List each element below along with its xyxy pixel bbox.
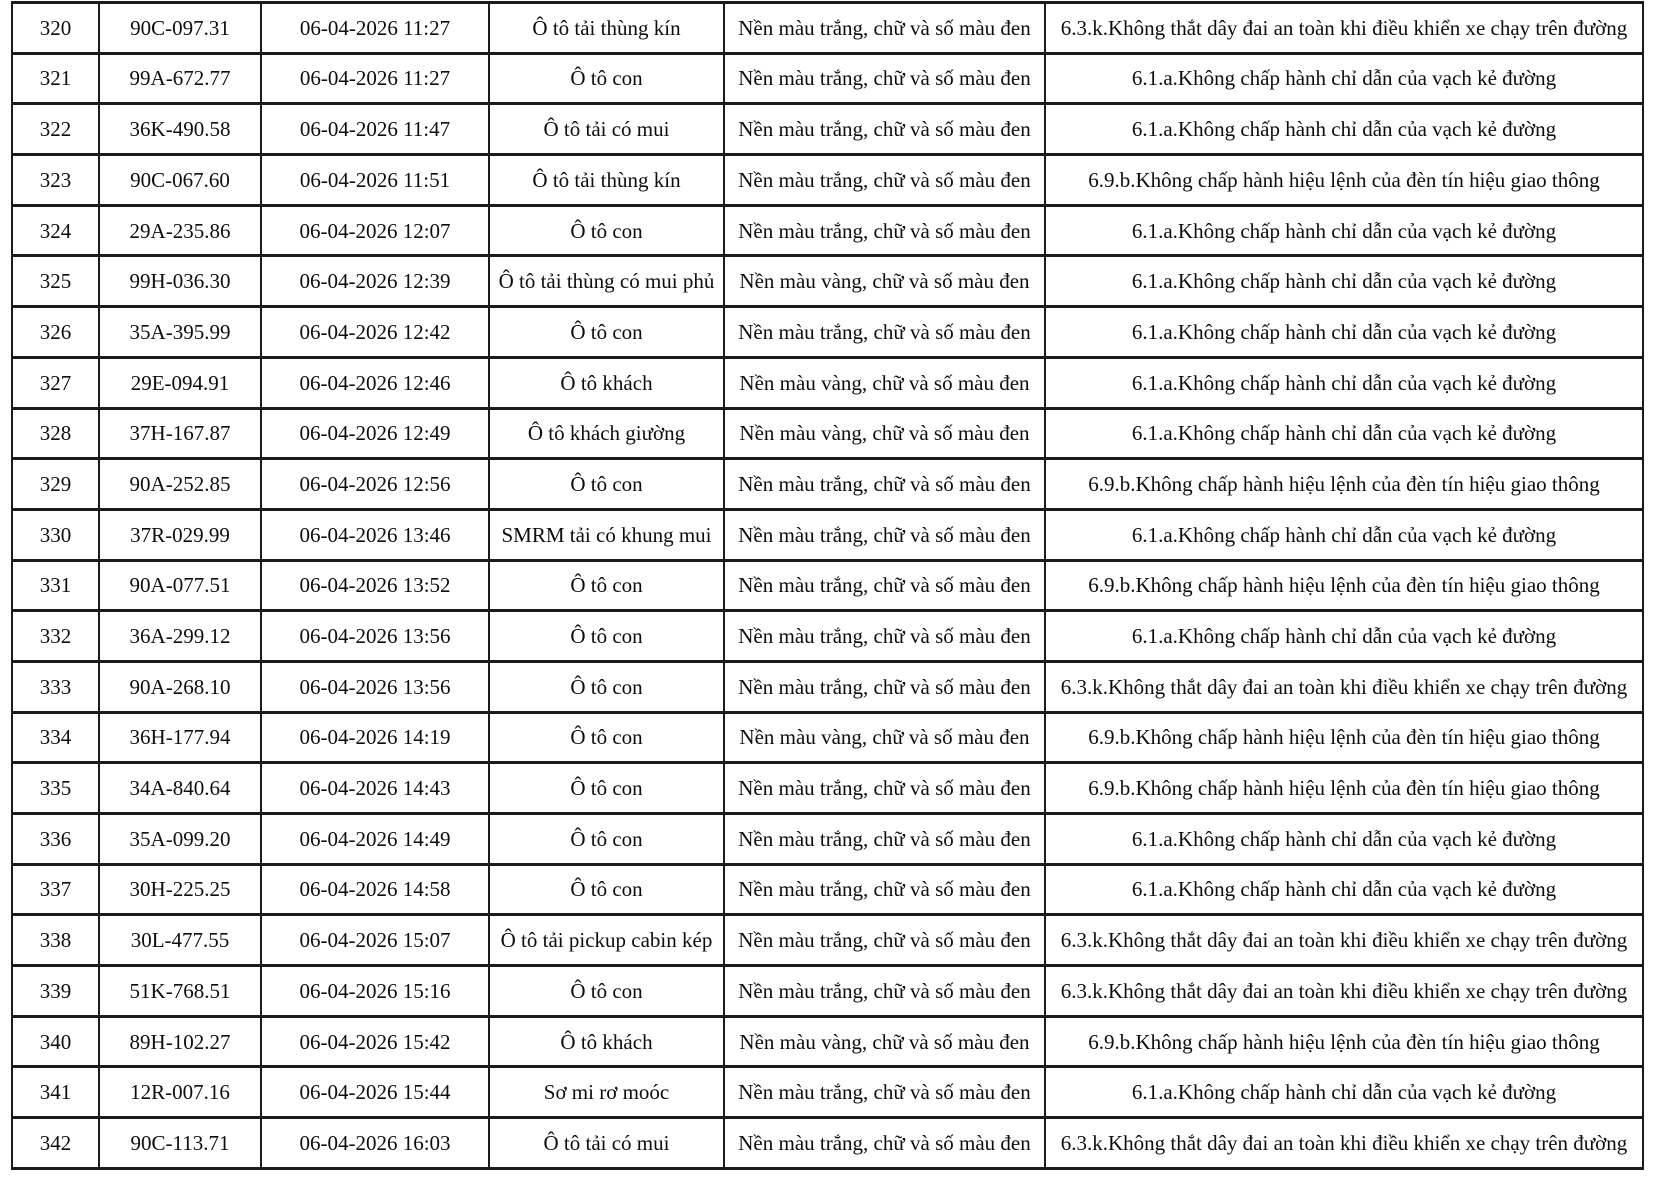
cell-violation-behavior: 6.9.b.Không chấp hành hiệu lệnh của đèn tín hiệu giao thông	[1045, 712, 1643, 763]
table-row	[12, 408, 1643, 459]
cell-vehicle-type: Ô tô khách	[489, 1016, 724, 1067]
cell-vehicle-type: Ô tô tải có mui	[489, 104, 724, 155]
cell-plate-description: Nền màu trắng, chữ và số màu đen	[724, 53, 1045, 104]
table-row	[12, 1016, 1643, 1067]
cell-violation-datetime: 06-04-2026 15:44	[261, 1067, 489, 1118]
cell-license-plate: 37R-029.99	[99, 509, 261, 560]
table-row	[12, 560, 1643, 611]
cell-violation-datetime: 06-04-2026 14:43	[261, 763, 489, 814]
cell-plate-description: Nền màu trắng, chữ và số màu đen	[724, 1118, 1045, 1169]
table-row	[12, 763, 1643, 814]
cell-license-plate: 29A-235.86	[99, 205, 261, 256]
cell-license-plate: 36A-299.12	[99, 611, 261, 662]
table-row	[12, 459, 1643, 510]
cell-vehicle-type: Ô tô con	[489, 712, 724, 763]
cell-plate-description: Nền màu trắng, chữ và số màu đen	[724, 104, 1045, 155]
cell-violation-behavior: 6.3.k.Không thắt dây đai an toàn khi điều khiển xe chạy trên đường	[1045, 661, 1643, 712]
cell-vehicle-type: Ô tô con	[489, 763, 724, 814]
cell-violation-behavior: 6.1.a.Không chấp hành chỉ dẫn của vạch kẻ đường	[1045, 611, 1643, 662]
cell-plate-description: Nền màu vàng, chữ và số màu đen	[724, 357, 1045, 408]
cell-row-number: 323	[12, 155, 99, 206]
cell-plate-description: Nền màu trắng, chữ và số màu đen	[724, 661, 1045, 712]
cell-plate-description: Nền màu trắng, chữ và số màu đen	[724, 3, 1045, 54]
cell-license-plate: 90A-077.51	[99, 560, 261, 611]
cell-violation-datetime: 06-04-2026 11:51	[261, 155, 489, 206]
cell-row-number: 328	[12, 408, 99, 459]
cell-violation-behavior: 6.1.a.Không chấp hành chỉ dẫn của vạch kẻ đường	[1045, 864, 1643, 915]
cell-violation-datetime: 06-04-2026 15:42	[261, 1016, 489, 1067]
cell-violation-datetime: 06-04-2026 12:39	[261, 256, 489, 307]
cell-license-plate: 37H-167.87	[99, 408, 261, 459]
cell-row-number: 342	[12, 1118, 99, 1169]
cell-row-number: 336	[12, 814, 99, 865]
cell-license-plate: 90C-097.31	[99, 3, 261, 54]
cell-plate-description: Nền màu vàng, chữ và số màu đen	[724, 712, 1045, 763]
cell-vehicle-type: Ô tô con	[489, 459, 724, 510]
cell-license-plate: 90C-067.60	[99, 155, 261, 206]
cell-row-number: 340	[12, 1016, 99, 1067]
cell-row-number: 338	[12, 915, 99, 966]
cell-violation-behavior: 6.1.a.Không chấp hành chỉ dẫn của vạch kẻ đường	[1045, 256, 1643, 307]
cell-license-plate: 30H-225.25	[99, 864, 261, 915]
cell-license-plate: 99A-672.77	[99, 53, 261, 104]
cell-license-plate: 30L-477.55	[99, 915, 261, 966]
cell-violation-datetime: 06-04-2026 11:27	[261, 3, 489, 54]
cell-license-plate: 90A-252.85	[99, 459, 261, 510]
cell-row-number: 321	[12, 53, 99, 104]
cell-violation-behavior: 6.1.a.Không chấp hành chỉ dẫn của vạch kẻ đường	[1045, 357, 1643, 408]
cell-plate-description: Nền màu trắng, chữ và số màu đen	[724, 763, 1045, 814]
cell-row-number: 334	[12, 712, 99, 763]
cell-violation-datetime: 06-04-2026 16:03	[261, 1118, 489, 1169]
cell-row-number: 335	[12, 763, 99, 814]
violation-table-body	[12, 3, 1643, 1169]
cell-row-number: 326	[12, 307, 99, 358]
cell-plate-description: Nền màu trắng, chữ và số màu đen	[724, 560, 1045, 611]
table-row	[12, 712, 1643, 763]
cell-plate-description: Nền màu trắng, chữ và số màu đen	[724, 864, 1045, 915]
cell-violation-behavior: 6.3.k.Không thắt dây đai an toàn khi điều khiển xe chạy trên đường	[1045, 966, 1643, 1017]
cell-vehicle-type: Ô tô khách giường	[489, 408, 724, 459]
cell-row-number: 324	[12, 205, 99, 256]
cell-violation-datetime: 06-04-2026 11:27	[261, 53, 489, 104]
cell-violation-datetime: 06-04-2026 12:42	[261, 307, 489, 358]
cell-violation-behavior: 6.9.b.Không chấp hành hiệu lệnh của đèn tín hiệu giao thông	[1045, 560, 1643, 611]
cell-violation-behavior: 6.3.k.Không thắt dây đai an toàn khi điều khiển xe chạy trên đường	[1045, 1118, 1643, 1169]
cell-violation-datetime: 06-04-2026 13:52	[261, 560, 489, 611]
cell-violation-behavior: 6.9.b.Không chấp hành hiệu lệnh của đèn tín hiệu giao thông	[1045, 155, 1643, 206]
cell-row-number: 322	[12, 104, 99, 155]
cell-violation-behavior: 6.1.a.Không chấp hành chỉ dẫn của vạch kẻ đường	[1045, 1067, 1643, 1118]
cell-plate-description: Nền màu trắng, chữ và số màu đen	[724, 205, 1045, 256]
cell-vehicle-type: Ô tô tải có mui	[489, 1118, 724, 1169]
cell-row-number: 337	[12, 864, 99, 915]
cell-plate-description: Nền màu trắng, chữ và số màu đen	[724, 1067, 1045, 1118]
cell-violation-datetime: 06-04-2026 12:49	[261, 408, 489, 459]
cell-violation-datetime: 06-04-2026 14:49	[261, 814, 489, 865]
cell-violation-datetime: 06-04-2026 12:07	[261, 205, 489, 256]
cell-violation-datetime: 06-04-2026 15:16	[261, 966, 489, 1017]
cell-plate-description: Nền màu trắng, chữ và số màu đen	[724, 611, 1045, 662]
cell-row-number: 320	[12, 3, 99, 54]
table-row	[12, 1118, 1643, 1169]
cell-violation-behavior: 6.1.a.Không chấp hành chỉ dẫn của vạch kẻ đường	[1045, 205, 1643, 256]
cell-vehicle-type: SMRM tải có khung mui	[489, 509, 724, 560]
cell-plate-description: Nền màu vàng, chữ và số màu đen	[724, 408, 1045, 459]
cell-license-plate: 34A-840.64	[99, 763, 261, 814]
cell-row-number: 325	[12, 256, 99, 307]
cell-vehicle-type: Ô tô con	[489, 661, 724, 712]
cell-vehicle-type: Sơ mi rơ moóc	[489, 1067, 724, 1118]
cell-row-number: 327	[12, 357, 99, 408]
cell-row-number: 330	[12, 509, 99, 560]
table-row	[12, 611, 1643, 662]
cell-license-plate: 12R-007.16	[99, 1067, 261, 1118]
cell-vehicle-type: Ô tô con	[489, 864, 724, 915]
cell-license-plate: 36H-177.94	[99, 712, 261, 763]
table-row	[12, 864, 1643, 915]
cell-violation-datetime: 06-04-2026 13:56	[261, 611, 489, 662]
cell-row-number: 331	[12, 560, 99, 611]
cell-vehicle-type: Ô tô tải pickup cabin kép	[489, 915, 724, 966]
cell-violation-datetime: 06-04-2026 15:07	[261, 915, 489, 966]
cell-plate-description: Nền màu trắng, chữ và số màu đen	[724, 307, 1045, 358]
cell-plate-description: Nền màu trắng, chữ và số màu đen	[724, 915, 1045, 966]
cell-violation-datetime: 06-04-2026 12:56	[261, 459, 489, 510]
cell-violation-behavior: 6.3.k.Không thắt dây đai an toàn khi điều khiển xe chạy trên đường	[1045, 3, 1643, 54]
cell-row-number: 341	[12, 1067, 99, 1118]
cell-violation-datetime: 06-04-2026 14:58	[261, 864, 489, 915]
cell-license-plate: 90A-268.10	[99, 661, 261, 712]
cell-license-plate: 90C-113.71	[99, 1118, 261, 1169]
cell-plate-description: Nền màu trắng, chữ và số màu đen	[724, 814, 1045, 865]
cell-vehicle-type: Ô tô con	[489, 966, 724, 1017]
table-row	[12, 1067, 1643, 1118]
cell-vehicle-type: Ô tô con	[489, 611, 724, 662]
cell-violation-behavior: 6.1.a.Không chấp hành chỉ dẫn của vạch kẻ đường	[1045, 509, 1643, 560]
cell-violation-behavior: 6.1.a.Không chấp hành chỉ dẫn của vạch kẻ đường	[1045, 814, 1643, 865]
cell-violation-datetime: 06-04-2026 14:19	[261, 712, 489, 763]
cell-vehicle-type: Ô tô con	[489, 307, 724, 358]
cell-vehicle-type: Ô tô tải thùng kín	[489, 3, 724, 54]
cell-plate-description: Nền màu trắng, chữ và số màu đen	[724, 966, 1045, 1017]
cell-violation-behavior: 6.3.k.Không thắt dây đai an toàn khi điều khiển xe chạy trên đường	[1045, 915, 1643, 966]
cell-license-plate: 35A-099.20	[99, 814, 261, 865]
cell-plate-description: Nền màu trắng, chữ và số màu đen	[724, 509, 1045, 560]
cell-violation-behavior: 6.9.b.Không chấp hành hiệu lệnh của đèn tín hiệu giao thông	[1045, 459, 1643, 510]
cell-row-number: 329	[12, 459, 99, 510]
cell-plate-description: Nền màu trắng, chữ và số màu đen	[724, 459, 1045, 510]
cell-violation-datetime: 06-04-2026 12:46	[261, 357, 489, 408]
table-row	[12, 966, 1643, 1017]
table-row	[12, 814, 1643, 865]
cell-violation-behavior: 6.1.a.Không chấp hành chỉ dẫn của vạch kẻ đường	[1045, 307, 1643, 358]
cell-vehicle-type: Ô tô tải thùng có mui phủ	[489, 256, 724, 307]
cell-plate-description: Nền màu vàng, chữ và số màu đen	[724, 256, 1045, 307]
table-row	[12, 256, 1643, 307]
cell-license-plate: 89H-102.27	[99, 1016, 261, 1067]
cell-vehicle-type: Ô tô con	[489, 205, 724, 256]
cell-vehicle-type: Ô tô con	[489, 53, 724, 104]
cell-license-plate: 36K-490.58	[99, 104, 261, 155]
cell-violation-behavior: 6.1.a.Không chấp hành chỉ dẫn của vạch kẻ đường	[1045, 53, 1643, 104]
cell-vehicle-type: Ô tô tải thùng kín	[489, 155, 724, 206]
cell-row-number: 339	[12, 966, 99, 1017]
table-row	[12, 915, 1643, 966]
cell-violation-behavior: 6.1.a.Không chấp hành chỉ dẫn của vạch kẻ đường	[1045, 408, 1643, 459]
cell-row-number: 332	[12, 611, 99, 662]
table-row	[12, 357, 1643, 408]
cell-violation-behavior: 6.9.b.Không chấp hành hiệu lệnh của đèn tín hiệu giao thông	[1045, 763, 1643, 814]
cell-violation-behavior: 6.9.b.Không chấp hành hiệu lệnh của đèn tín hiệu giao thông	[1045, 1016, 1643, 1067]
cell-license-plate: 35A-395.99	[99, 307, 261, 358]
table-row	[12, 205, 1643, 256]
table-row	[12, 509, 1643, 560]
cell-row-number: 333	[12, 661, 99, 712]
table-row	[12, 104, 1643, 155]
cell-license-plate: 51K-768.51	[99, 966, 261, 1017]
cell-plate-description: Nền màu trắng, chữ và số màu đen	[724, 155, 1045, 206]
cell-license-plate: 29E-094.91	[99, 357, 261, 408]
cell-license-plate: 99H-036.30	[99, 256, 261, 307]
cell-plate-description: Nền màu vàng, chữ và số màu đen	[724, 1016, 1045, 1067]
table-row	[12, 53, 1643, 104]
cell-vehicle-type: Ô tô con	[489, 560, 724, 611]
cell-violation-datetime: 06-04-2026 13:56	[261, 661, 489, 712]
cell-violation-datetime: 06-04-2026 13:46	[261, 509, 489, 560]
table-row	[12, 155, 1643, 206]
cell-vehicle-type: Ô tô con	[489, 814, 724, 865]
table-row	[12, 3, 1643, 54]
table-row	[12, 307, 1643, 358]
cell-vehicle-type: Ô tô khách	[489, 357, 724, 408]
cell-violation-datetime: 06-04-2026 11:47	[261, 104, 489, 155]
cell-violation-behavior: 6.1.a.Không chấp hành chỉ dẫn của vạch kẻ đường	[1045, 104, 1643, 155]
violation-table	[11, 1, 1644, 1170]
table-row	[12, 661, 1643, 712]
